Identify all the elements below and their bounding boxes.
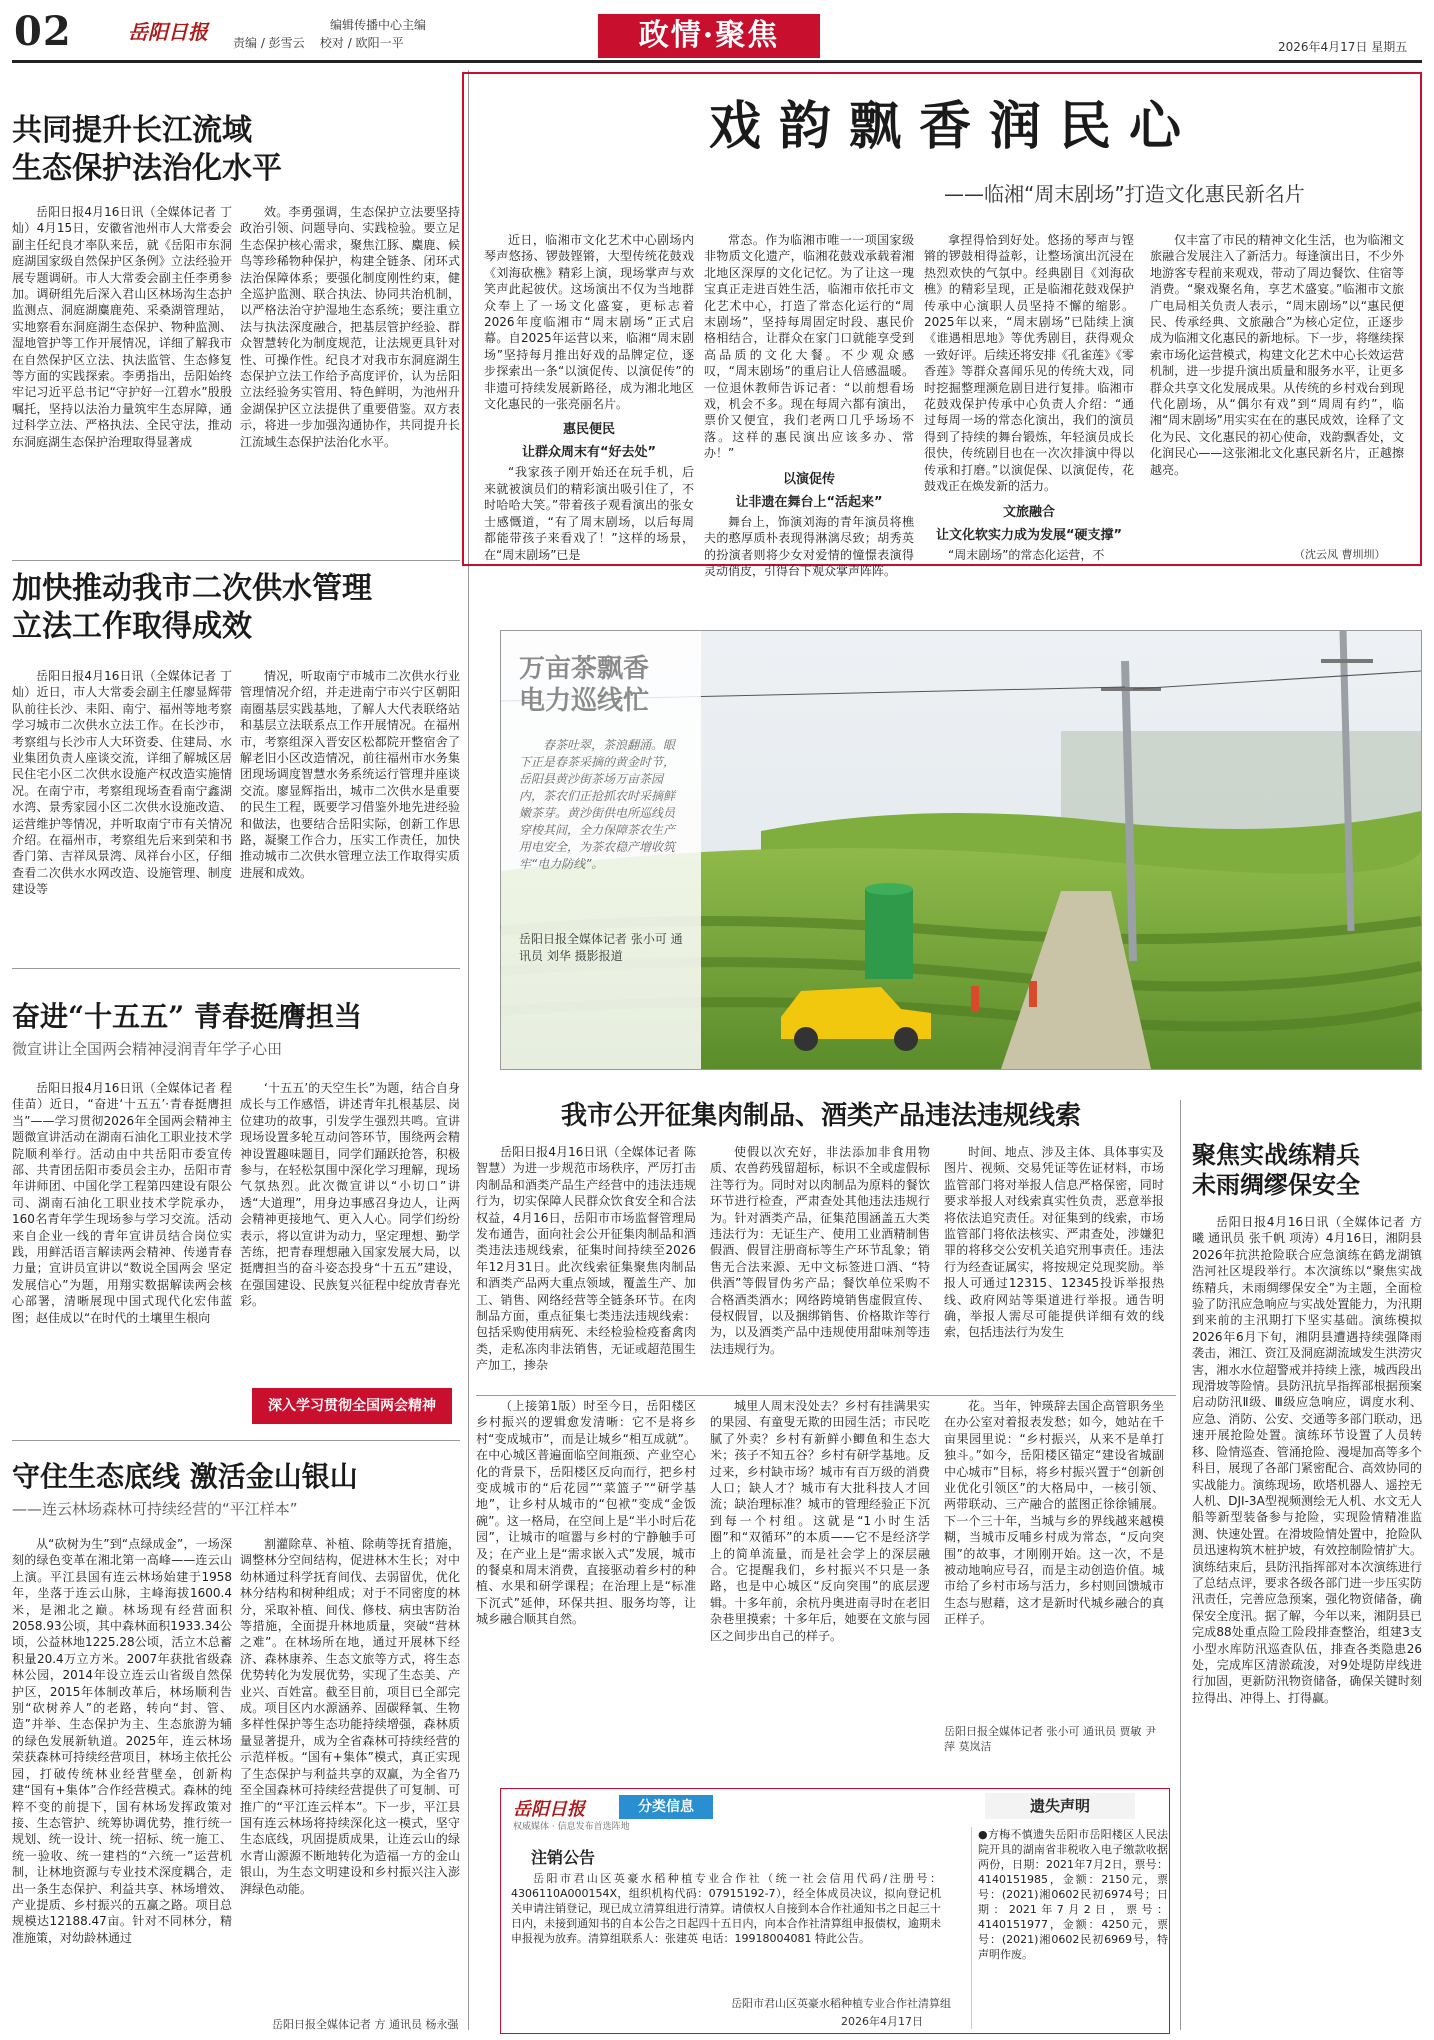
header-date: 2026年4月17日 星期五 xyxy=(1278,40,1408,54)
article-col-2: 使假以次充好，非法添加非食用物质、农兽药残留超标，标识不全或虚假标注等行为。同时对以肉制品为原料的餐饮环节进行检查，严肃查处其他违法违规行为。针对酒类产品，征集范围涵盖五大类违法行为：无证生产、使用工业酒精制售假酒、假冒注册商标等生产环节乱象；销售无合法来源、无中文标签进口酒、“特供酒”等假冒伪劣产品；餐饮单位采购不合格酒类酒水；网络跨境销售虚假宣传、侵权假冒，以及捆绑销售、价格欺诈等行为，以及酒类产品中违规使用甜味剂等违法违规行为。 xyxy=(710,1145,930,1356)
article-flood-drill xyxy=(1192,1140,1422,2032)
article-title: 守住生态底线 激活金山银山 xyxy=(12,1460,358,1493)
article-meat-wine xyxy=(476,1100,1166,1390)
notice-sign: 岳阳市君山区英豪水稻种植专业合作社清算组 xyxy=(731,1997,951,2010)
column-divider xyxy=(1180,1100,1181,2030)
feature-opera xyxy=(462,72,1422,578)
photo-tea-power xyxy=(500,630,1422,1070)
article-secondary-water xyxy=(12,570,460,960)
article-continuation xyxy=(476,1398,1176,1768)
article-col-1: 岳阳日报4月16日讯（全媒体记者 陈智慧）为进一步规范市场秩序，严厉打击肉制品和酒类产品生产经营中的违法违规行为，切实保障人民群众饮食安全和合法权益，4月16日，岳阳市市场监督管理局发布通告，面向社会公开征集肉制品和酒类违法违规线索，征集时间持续至2026年12月31日。此次线索征集聚焦肉制品和酒类产品两大重点领域，覆盖生产、加工、销售、网络经营等全链条环节。在肉制品方面，重点征集七类违法违规线索：包括采购使用病死、未经检验检疫畜禽肉类，走私冻肉非法销售，无证或超范围生产加工，掺杂 xyxy=(476,1145,696,1373)
article-col-2: ‘十五五’的天空生长”为题，结合自身成长与工作感悟，讲述青年扎根基层、岗位建功的故事，引发学生强烈共鸣。宣讲现场设置多轮互动问答环节，围绕两会精神设置趣味题目，同学们踊跃抢答，积极参与，在轻松氛围中深化学习理解，现场气氛热烈。此次微宣讲以“小切口”讲透“大道理”，用身边事感召身边人，让两会精神更接地气、更入人心。同学们纷纷表示，将以宣讲为动力，坚定理想、勤学苦练，把青春理想融入国家发展大局，以挺膺担当的奋斗姿态投身“十五五”建设，在强国建设、民族复兴征程中绽放青春光彩。 xyxy=(240,1081,460,1309)
article-youth-lecture xyxy=(12,1000,460,1436)
article-title: 我市公开征集肉制品、酒类产品违法违规线索 xyxy=(560,1101,1081,1131)
center-line: 编辑传播中心主编 xyxy=(330,18,427,32)
article-title: 奋进“十五五” 青春挺膺担当 xyxy=(12,1000,362,1033)
article-col-2: 割灌除草、补植、除萌等抚育措施，调整林分空间结构，促进林木生长；对中幼林通过科学抚育间伐、去弱留优，优化林分结构和树种组成；对于不同密度的林分，采取补植、间伐、修枝、病虫害防治等措施，全面提升林地质量，突破“营林之难”。在林场所在地，通过开展林下经济、森林康养、生态文旅等方式，将生态优势转化为发展优势，实现了生态美、产业兴、百姓富。截至目前，项目已全部完成。项目区内水源涵养、固碳释氧、生物多样性保护等生态功能持续增强，森林质量显著提升，成为全省森林可持续经营的示范样板。“国有+集体”模式，真正实现了生态保护与利益共享的双赢，为全省乃至全国森林可持续经营提供了可复制、可推广的“平江连云样本”。下一步，平江县国有连云林场将持续深化这一模式，坚守生态底线，巩固提质成果，让连云山的绿水青山源源不断地转化为造福一方的金山银山，为生态文明建设和乡村振兴注入澎湃绿色动能。 xyxy=(240,1537,460,1896)
article-title: 聚焦实战练精兵 未雨绸缪保安全 xyxy=(1192,1140,1360,1199)
article-col-2: 情况，听取南宁市城市二次供水行业管理情况介绍，并走进南宁市兴宁区朝阳南圈基层实践基地，了解人大代表联络站和基层立法联系点工作开展情况。在福州市，考察组深入晋安区松都院开整宿舍了解老旧小区改造情况，前往福州市水务集团现场调度智慧水务系统运行管理并座谈交流。廖显辉指出，城市二次供水是重要的民生工程，既要学习借鉴外地先进经验和做法，也要结合岳阳实际，创新工作思路，凝聚工作合力，压实工作责任，加快推动城市二次供水管理立法工作取得实质进展和成效。 xyxy=(240,669,460,880)
feature-col-3: 拿捏得恰到好处。悠扬的琴声与铿锵的锣鼓相得益彰，让整场演出沉浸在热烈欢快的气氛中。经典剧目《刘海砍樵》的精彩呈现，正是临湘花鼓戏保护传承中心演职人员坚持不懈的缩影。2025年以来，“周末剧场”已陆续上演《谁遇相思地》等优秀剧目，获得观众一致好评。后续还将安排《孔雀莲》《零香莲》等群众喜闻乐见的传统大戏，同时挖掘整理濒危剧目进行复排。临湘市花鼓戏保护传承中心负责人介绍：“通过每周一场的常态化演出，我们的演员得到了持续的舞台锻炼，年轻演员成长很快，传统剧目也在一次次排演中得以传承和打磨。”以演促保、以演促传，花鼓戏正在焕发新的活力。 文旅融合 让文化软实力成为发展“硬支撑” “周末剧场”的常态化运营，不 xyxy=(924,233,1135,562)
article-col-1: （上接第1版）时至今日，岳阳楼区乡村振兴的逻辑愈发清晰：它不是将乡村“变成城市”，而是让城乡“相互成就”。在中心城区普遍面临空间瓶颈、产业空心化的背景下，岳阳楼区反向而行，把乡村变成城市的“后花园”“菜篮子”“研学基地”，让乡村从城市的“包袱”变成“金饭碗”。这一格局，在空间上是“半小时后花园”，让城市的喧嚣与乡村的宁静触手可及；在产业上是“需求嵌入式”发展，城市的餐桌和周末消费，直接驱动着乡村的种植、水果和研学课程；在治理上是“标准下沉式”延伸，环保共担、服务均等，让城乡融合顺其自然。 xyxy=(476,1399,696,1627)
classifieds-brand: 岳阳日报 xyxy=(513,1799,585,1820)
article-col-3: 时间、地点、涉及主体、具体事实及图片、视频、交易凭证等佐证材料，市场监管部门将对举报人信息严格保密，同时要求举报人对线索真实性负责，恶意举报将依法追究责任。对征集到的线索，市场监管部门将依法核实、严肃查处，涉嫌犯罪的将移交公安机关追究刑事责任。违法行为经查证属实，将按规定兑现奖励。举报人可通过12315、12345投诉举报热线、政府网站等渠道进行举报。通告明确，举报人需尽可能提供详细有效的线索，包括违法行为发生 xyxy=(944,1145,1164,1340)
article-title-line2: 生态保护法治化水平 xyxy=(12,151,282,186)
photo-title: 万亩茶飘香 电力巡线忙 xyxy=(519,654,650,716)
article-col-1: 岳阳日报4月16日讯（全媒体记者 方曦 通讯员 张千帆 项涛）4月16日，湘阴县2026年抗洪抢险联合应急演练在鹤龙湖镇浩河社区堤段举行。本次演练以“聚焦实战练精兵，未雨绸缪保安全”为主题，全面检验了防汛应急响应与实战处置能力，为汛期到来前的主汛期打下坚实基础。演练模拟2026年6月下旬，湘阴县遭遇持续强降雨袭击，湘江、资江及洞庭湖流域发生洪涝灾害，湘水水位超警戒并持续上涨，城西段出现滑坡等险情。县防汛抗旱指挥部根据预案启动防汛Ⅱ级、Ⅲ级应急响应，调度水利、应急、消防、公安、交通等多部门联动，迅速开展抢险处置。演练环节设置了人员转移、险情巡查、管涌抢险、漫堤加高等多个科目，展现了各部门紧密配合、高效协同的实战能力。演练现场，欧塔机器人、遥控无人机、DJI-3A型视频测绘无人机、水文无人船等新型装备参与抢险，实现险情精准监测、快速处置。在滑坡险情处置中，抢险队员迅速构筑木桩护坡，有效控制险情扩大。演练结束后，县防汛指挥部对本次演练进行了总结点评，要求各级各部门进一步压实防汛责任，完善应急预案，强化物资储备，确保安全度汛。据了解，今年以来，湘阴县已完成88处重点险工险段排查整治，组建3支小型水库防汛巡查队伍，排查各类隐患26处，完成库区清淤疏浚，对9处堤防岸线进行加固，更新防汛物资储备，确保关键时刻拉得出、冲得上、打得赢。 xyxy=(1192,1215,1422,1705)
page-header xyxy=(0,0,1434,60)
notice-title: 注销公告 xyxy=(531,1848,596,1867)
classifieds-contact: 权威媒体 · 信息发布首选阵地 xyxy=(513,1822,630,1832)
notice-body: 岳阳市君山区英豪水稻种植专业合作社（统一社会信用代码/注册号：4306110A000154X，组织机构代码：07915192-7），经全体成员决议，拟向登记机关申请注销登记，现已成立清算组进行清算。请债权人自接到本合作社通知书之日起三十日内，未接到通知书的自本公告之日起四十五日内，向本合作社清算组申报债权，逾期未申报视为放弃。清算组联系人：张建英 电话：19918004081 特此公告。 xyxy=(511,1872,941,1945)
article-title-line1: 共同提升长江流域 xyxy=(12,113,252,148)
feature-col-4: 仅丰富了市民的精神文化生活，也为临湘文旅融合发展注入了新活力。每逢演出日，不少外地游客专程前来观戏，带动了周边餐饮、住宿等消费。“聚戏聚名角，享艺术盛宴。”临湘市文旅广电局相关负责人表示，“周末剧场”以“惠民便民、传承经典、文旅融合”为核心定位，正逐步成为临湘文化惠民的新地标。下一步，将继续探索市场化运营模式，构建文化艺术中心长效运营机制，进一步提升演出质量和服务水平，让更多群众共享文化发展成果。从传统的乡村戏台到现代化剧场，从“偶尔有戏”到“周周有约”，临湘“周末剧场”用实实在在的惠民成效，诠释了文化为民、文化惠民的初心使命，戏韵飘香处，文化润民心——这张湘北文化惠民新名片，正越擦越亮。 xyxy=(1150,233,1404,477)
article-title-line2: 立法工作取得成效 xyxy=(12,609,252,644)
page-number: 02 xyxy=(14,8,72,55)
feature-byline: （沈云凤 曹圳圳） xyxy=(1294,548,1386,561)
lost-title: 遗失声明 xyxy=(985,1793,1135,1819)
section-subhead: 文旅融合 xyxy=(1002,504,1055,520)
article-col-1: 岳阳日报4月16日讯（全媒体记者 丁灿）4月15日，安徽省池州市人大常委会副主任纪良才率队来岳，就《岳阳市东洞庭湖国家级自然保护区条例》立法经验开展专题调研。市人大常委会副主任李勇参加。调研组先后深入君山区林场沟生态护监测点、洞庭湖麋鹿苑、采桑湖管理站，实地察看东洞庭湖生态保护、物种监测、湿地管护等工作开展情况，详细了解我市在自然保护区立法、执法监管、生态修复等方面的实践探索。李勇指出，岳阳始终牢记习近平总书记“守护好一江碧水”殷殷嘱托，坚持以法治力量筑牢生态屏障，通过科学立法、严格执法、全民守法，推动东洞庭湖生态保护治理取得显著成 xyxy=(12,205,232,449)
section-subhead: 惠民便民 xyxy=(562,422,615,438)
article-byline: 岳阳日报全媒体记者 方 通讯员 杨永强 xyxy=(272,2018,459,2031)
article-title xyxy=(12,112,460,188)
lost-body: ●方梅不慎遗失岳阳市岳阳楼区人民法院开具的湖南省非税收入电子缴款收据两份，日期：2021年7月2日，票号：4140151985，金额：2150元，票号：(2021)湘0602民初6974号；日期：2021年7月2日，票号：4140151977，金额：4250元，票号：(2021)湘0602民初6969号，特声明作废。 xyxy=(971,1827,1168,2029)
article-subtitle: 微宣讲让全国两会精神浸润青年学子心田 xyxy=(12,1040,283,1058)
article-col-1: 岳阳日报4月16日讯（全媒体记者 程佳苗）近日，“奋进‘十五五’·青春挺膺担当”——学习贯彻2026年全国两会精神主题微宣讲活动在湖南石油化工职业技术学院顺利举行。活动由中共岳阳市委宣传部、共青团岳阳市委员会主办，岳阳市青年讲师团、中国化学工程第四建设有限公司、湖南石油化工职业技术学院承办，160名青年学生现场参与学习交流。活动来自企业一线的青年宣讲员结合岗位实践，用鲜活语言解读两会精神、传递青春力量；宣讲员宣讲以“数说全国两会 坚定发展信心”为题，用翔实数据解读两会核心部署，清晰展现中国式现代化宏伟蓝图；赵佳成以“在时代的土壤里生根向 xyxy=(12,1081,232,1325)
article-title-line1: 加快推动我市二次供水管理 xyxy=(12,571,372,606)
classifieds-box xyxy=(500,1788,1170,2034)
divider xyxy=(12,560,460,561)
article-ecology-forest xyxy=(12,1460,460,2032)
article-yangtze-protection xyxy=(12,112,460,532)
two-sessions-banner: 深入学习贯彻全国两会精神 xyxy=(252,1388,452,1424)
divider xyxy=(12,1440,460,1441)
photo-credit: 岳阳日报全媒体记者 张小可 通讯员 刘华 摄影报道 xyxy=(519,932,683,963)
section-subhead: 让文化软实力成为发展“硬支撑” xyxy=(935,527,1123,543)
feature-title: 戏韵飘香润民心 xyxy=(708,96,1199,157)
section-subhead: 让非遗在舞台上“活起来” xyxy=(735,494,883,510)
article-col-2: 效。李勇强调，生态保护立法要坚持政治引领、问题导向、实践检验。要立足生态保护核心需求，聚焦江豚、麋鹿、候鸟等珍稀物种保护，构建全链条、闭环式法治保障体系；要强化制度刚性约束，健全巡护监测、联合执法、协同共治机制，以严格法治守护湿地生态系统；要注重立法与执法深度融合，把基层管护经验、群众智慧转化为制度规范，让法规更具针对性、可操作性。纪良才对我市东洞庭湖生态保护立法工作给予高度评价，认为岳阳立法经验务实管用、特色鲜明，为池州升金湖保护区立法提供了重要借鉴。双方表示，将进一步加强沟通协作，共同提升长江流域生态保护法治化水平。 xyxy=(240,205,460,449)
article-col-2: 城里人周末没处去？乡村有挂满果实的果园、有童叟无欺的田园生活；市民吃腻了外卖？乡村有新鲜小鲫鱼和生态大米；孩子不知五谷？乡村有研学基地。反过来，乡村缺市场？城市有百万级的消费人口；缺人才？城市有大批科技人才回流；缺治理标准？城市的管理经验正下沉到每一个村组。这就是“1小时生活圈”和“双循环”的本质——它不是经济学上的简单流量，而是社会学上的深层融合。它提醒我们，乡村振兴不只是一条路，也是中心城区“反向突围”的底层逻辑。十多年前，余杭丹奥进南寻时在老旧杂巷里摸索；十多年后，她要在文旅与园区之间步出自己的样子。 xyxy=(710,1399,930,1643)
section-subhead: 以演促传 xyxy=(782,471,835,487)
article-byline: 岳阳日报全媒体记者 张小可 通讯员 贾敏 尹萍 莫岚洁 xyxy=(944,1725,1156,1753)
divider xyxy=(476,1395,1176,1396)
divider xyxy=(12,968,460,969)
article-col-1: 从“砍树为生”到“点绿成金”，一场深刻的绿色变革在湘北第一高峰——连云山上演。平江县国有连云林场始建于1958年，坐落于连云山脉，主峰海拔1600.4米，是湘北之巅。林场现有经营面积2058.93公顷，其中森林面积1933.34公顷，公益林地1225.28公顷，活立木总蓄积量20.4万立方米。2007年获批省级森林公园，2014年设立连云山省级自然保护区，2015年体制改革后，林场顺利告别“砍树养人”的老路，转向“封、管、造”并举、生态保护为主、生态旅游为辅的绿色发展新轨道。2025年，连云林场荣获森林可持续经营项目，林场主依托公园，打破传统林业经营壁垒，创新构建“国有+集体”合作经营模式。森林的纯粹不变的前提下，国有林场发挥政策对接、生态管护、统筹协调优势，推行统一规划、统一设计、统一招标、统一施工、统一验收、统一建档的“六统一”运营机制，让林地资源与专业技术深度耦合，走出一条生态保护、利益共享、林场增效、产业提质、乡村振兴的五赢之路。项目总规模达12188.47亩。针对不同林分，精准施策，对幼龄林通过 xyxy=(12,1537,232,1945)
feature-subtitle: ——临湘“周末剧场”打造文化惠民新名片 xyxy=(944,182,1305,206)
feature-col-1: 近日，临湘市文化艺术中心剧场内琴声悠扬、锣鼓铿锵，大型传统花鼓戏《刘海砍樵》精彩上演，现场掌声与欢笑声此起彼伏。这场演出不仅为当地群众奉上了一场文化盛宴，更标志着2026年度临湘市“周末剧场”正式启幕。自2025年运营以来，临湘“周末剧场”坚持每月推出好戏的品牌定位，逐步探索出一条“以演促传、以演促传”的非遗可持续发展新路径，成为湘北地区文化惠民的一张亮丽名片。 惠民便民 让群众周末有“好去处” “我家孩子刚开始还在玩手机，后来就被演员们的精彩演出吸引住了，不时哈哈大笑。”带着孩子观看演出的张女士感慨道，“有了周末剧场，以后每周都能带孩子来看戏了！”这样的场景，在“周末剧场”已是 xyxy=(484,233,694,562)
feature-col-2: 常态。作为临湘市唯一一项国家级非物质文化遗产，临湘花鼓戏承载着湘北地区深厚的文化记忆。为了让这一瑰宝真正走进百姓生活，临湘市依托市文化艺术中心，打造了常态化运行的“周末剧场”，坚持每周固定时段、惠民价格相结合，让群众在家门口就能享受到高品质的文化大餐。不少观众感叹，“周末剧场”的重启让人倍感温暖。一位退休教师告诉记者：“以前想看场戏，机会不多。现在每周六都有演出，票价又便宜，我们老两口几乎场场不落。这样的惠民演出应该多办、常办！” 以演促传 让非遗在舞台上“活起来” 舞台上，饰演刘海的青年演员将樵夫的憨厚质朴表现得淋漓尽致；胡秀英的扮演者则将少女对爱情的憧憬表演得灵动俏皮，引得台下观众掌声阵阵。 xyxy=(704,233,914,578)
classifieds-label: 分类信息 xyxy=(619,1795,713,1819)
editor-line: 责编 / 彭雪云 校对 / 欧阳一平 xyxy=(233,36,404,50)
paper-name-logo: 岳阳日报 xyxy=(128,20,208,44)
article-col-1: 岳阳日报4月16日讯（全媒体记者 丁灿）近日，市人大常委会副主任廖显辉带队前往长沙、耒阳、南宁、福州等地考察学习城市二次供水立法工作。在长沙市，考察组与长沙市人大环资委、住建局、水业集团负责人座谈交流，详细了解城区居民住宅小区二次供水设施产权改造实施情况。在南宁市，考察组现场查看南宁鑫湖水湾、景秀家园小区二次供水设施改造、运营维护等情况，并听取南宁市有关情况介绍。在福州市，考察组先后来到荣和书香门第、吉祥凤景湾、凤祥台小区，仔细查看二次供水水网改造、设施管理、制度建设等 xyxy=(12,669,232,897)
article-col-3: 花。当年，钟瑛辞去国企高管职务坐在办公室对着报表发愁；如今，她站在千亩果园里说：“乡村振兴，从来不是单打独斗。”如今，岳阳楼区锚定“建设省城副中心城市”目标，将乡村振兴置于“创新创业优化引领区”的大格局中，一核引领、两带联动、三产融合的蓝图正徐徐铺展。下一个三十年，当城与乡的界线越来越模糊，当城市反哺乡村成为常态，“反向突围”的故事，才刚刚开始。这一次，不是被动地响应号召，而是主动创造价值。城市给了乡村市场与活力，乡村则回馈城市生态与慰藉，这才是新时代城乡融合的真正样子。 xyxy=(944,1399,1164,1627)
article-subtitle: ——连云林场森林可持续经营的“平江样本” xyxy=(12,1500,298,1518)
photo-caption: 春茶吐翠，茶浪翻涌。眼下正是春茶采摘的黄金时节，岳阳县黄沙街茶场万亩茶园内，茶农们正抢抓农时采摘鲜嫩茶芽。黄沙街供电所巡线员穿梭其间，全力保障茶农生产用电安全，为茶农稳产增收筑牢“电力防线”。 xyxy=(519,738,676,871)
section-title: 政情·聚焦 xyxy=(598,14,820,58)
article-title xyxy=(12,570,460,646)
section-subhead: 让群众周末有“好去处” xyxy=(521,445,657,461)
header-rule xyxy=(12,60,1422,63)
notice-date: 2026年4月17日 xyxy=(841,2015,923,2028)
